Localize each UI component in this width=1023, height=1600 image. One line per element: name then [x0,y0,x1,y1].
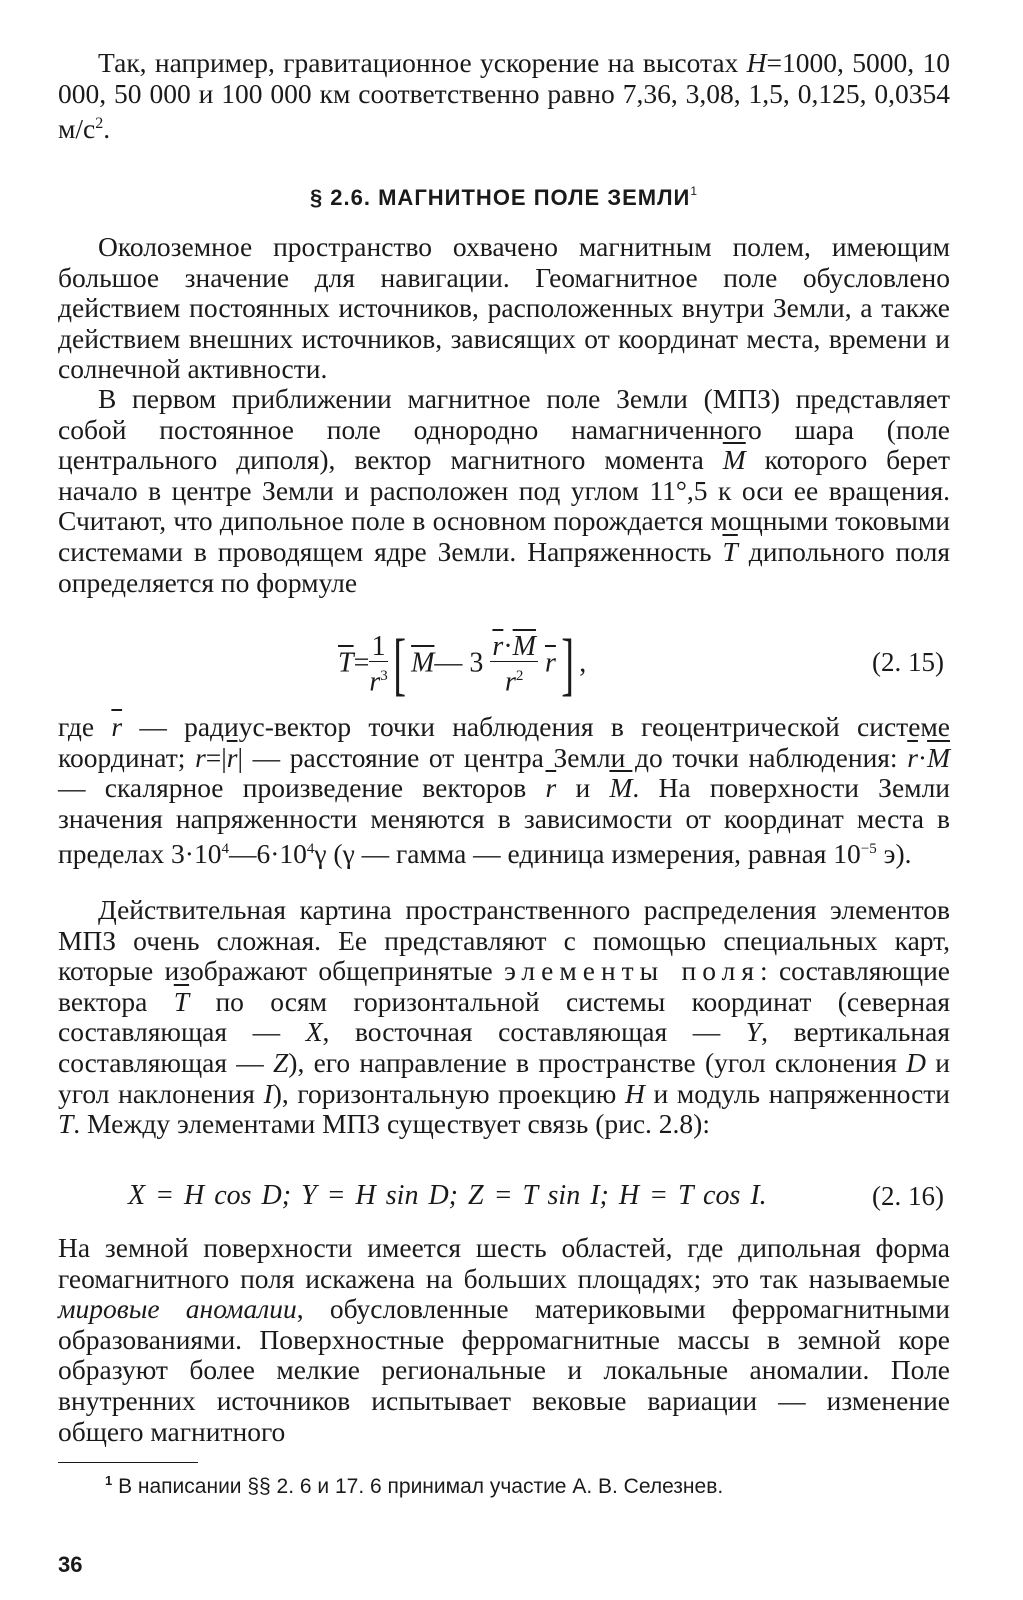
equation-2-15: $\overline{T}=$ $\frac{1}{r^3}$ [ $\overline{M}—$ 3 $\frac{\overline{r}\cdot\overline{M}}{r^2}$ $\overline{r}$] , [338,626,587,703]
equation-number-2-16: (2. 16) [872,1181,944,1211]
equation-number-2-15: (2. 15) [872,647,944,677]
paragraph-2: В первом приближении магнитное поле Земли (МПЗ) представляет собой постоянное поле однородно намагниченного шара (поле центрального диполя), вектор магнитного момента $\overline{M}$ которого берет начало в центре Земли и расположен под углом 11°,5 к оси ее вращения. Считают, что дипольное поле в основном порождается мощными токовыми системами в проводящем ядре Земли. Напряженность $\overline{T}$ дипольного поля определяется по формуле [58,383,950,598]
section-heading: § 2.6. МАГНИТНОЕ ПОЛЕ ЗЕМЛИ$^1$ [309,184,699,210]
footnote-divider [58,1462,198,1463]
paragraph-1: Околоземное пространство охвачено магнитным полем, имеющим большое значение для навигации. Геомагнитное поле обусловлено действием постоянных источников, расположенных внутри Земли, а также действием внешних источников, зависящих от координат места, времени и солнечной активности. [58,231,950,385]
footnote-mark: 1 [690,184,699,198]
equation-2-16: X = H cos D; Y = H sin D; Z = T sin I; H = T cos I. [128,1180,767,1211]
paragraph-5: На земной поверхности имеется шесть областей, где дипольная форма геомагнитного поля искажена на больших площадях; это так называемые мировые аномалии, обусловленные материковыми ферромагнитными образованиями. Поверхностные ферромагнитные массы в земной коре образуют более мелкие региональные и локальные аномалии. Поле внутренних источников испытывает вековые вариации — изменение общего магнитного [58,1232,950,1447]
footnote: $^1$ В написании §§ 2. 6 и 17. 6 принимал участие А. В. Селезнев. [105,1473,724,1498]
intro-paragraph: Так, например, гравитационное ускорение на высотах H=1000, 5000, 10 000, 50 000 и 100 000 км соответственно равно 7,36, 3,08, 1,5, 0,125, 0,0354 $м/с^2$. [58,47,950,145]
paragraph-4: Действительная картина пространственного распределения элементов МПЗ очень сложная. Ее представляют с помощью специальных карт, которые изображают общепринятые элементы поля: составляющие вектора $\overline{T}$ по осям горизонтальной системы координат (северная составляющая — X, восточная составляющая — Y, вертикальная составляющая — Z), его направление в пространстве (угол склонения D и угол наклонения I), горизонтальную проекцию H и модуль напряженности T. Между элементами МПЗ существует связь (рис. 2.8): [58,894,951,1140]
page-number: 36 [58,1552,83,1577]
paragraph-3: где $\overline{r}$ — радиус-вектор точки наблюдения в геоцентрической системе координат; $r=|\overline{r}|$ — расстояние от центра Земли до точки наблюдения: $\overline{r}\cdot\overline{M}$ — скалярное произведение векторов $\overline{r}$ и $\overline{M}$. На поверхности Земли значения напряженности меняются в зависимости от координат места в пределах $3\cdot 10^4—6\cdot 10^4\gamma$ (γ — гамма — единица измерения, равная $10^{-5}$ э). [58,711,951,870]
